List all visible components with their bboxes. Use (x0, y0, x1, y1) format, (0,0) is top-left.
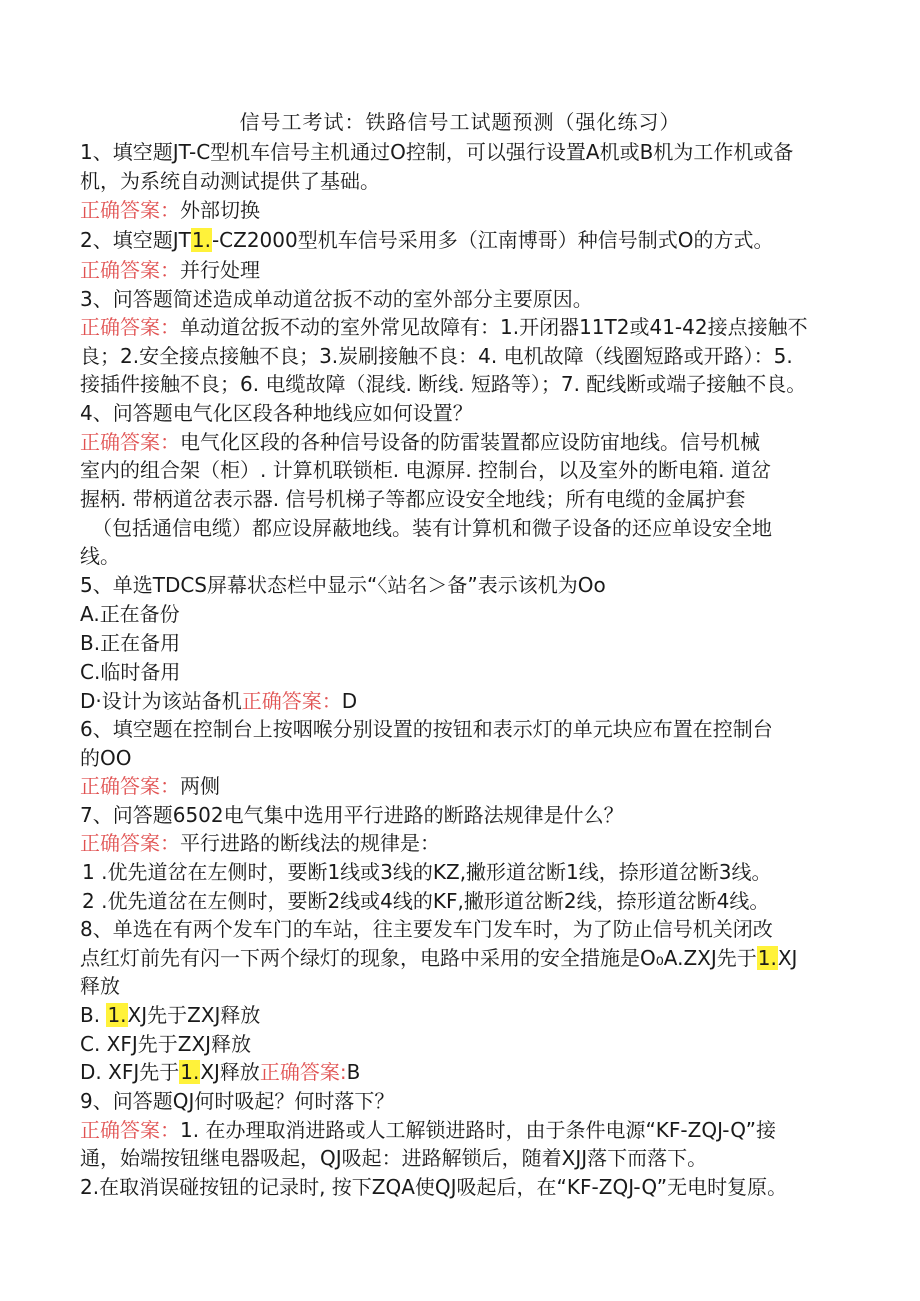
highlight-mark: 1. (180, 1060, 200, 1084)
option-text: XJ先于ZXJ释放 (127, 1003, 261, 1027)
q6-line-2: 的OO (80, 746, 132, 770)
q8-text-post: XJ (777, 946, 798, 970)
option-prefix: D. XFJ先于 (80, 1060, 180, 1084)
q7-answer-line-2: 1 .优先道岔在左侧时，要断1线或3线的KZ,撇形道岔断1线，捺形道岔断3线。 (82, 860, 772, 884)
q5-option-d (80, 687, 860, 715)
page-title: 信号工考试：铁路信号工试题预测（强化练习） (239, 110, 681, 134)
q1-line-1: 1、填空题JT-C型机车信号主机通过O控制，可以强行设置A机或B机为工作机或备 (80, 140, 794, 164)
q1-line-2: 机，为系统自动测试提供了基础。 (80, 169, 380, 193)
q7-answer (80, 829, 860, 857)
answer-text: B (346, 1060, 361, 1084)
q7-line-1: 7、问答题6502电气集中选用平行进路的断路法规律是什么？ (80, 803, 624, 827)
answer-text: D (341, 689, 358, 713)
q4-line-1: 4、问答题电气化区段各种地线应如何设置？ (80, 401, 473, 425)
highlight-mark: 1. (191, 228, 211, 252)
answer-label: 正确答案： (80, 774, 180, 798)
q3-answer (80, 313, 860, 341)
q9-answer-line-3: 2.在取消误碰按钮的记录时, 按下ZQA使QJ吸起后，在“KF-ZQJ-Q”无电时复原。 (80, 1175, 788, 1199)
q5-line-1: 5、单选TDCS屏幕状态栏中显示“〈站名＞备”表示该机为Oo (80, 573, 606, 597)
answer-label: 正确答案： (80, 831, 180, 855)
q2-answer (80, 256, 860, 284)
answer-text: 外部切换 (180, 198, 260, 222)
q4-answer-line-3: 握柄. 带柄道岔表示器. 信号机梯子等都应设安全地线；所有电缆的金属护套 (80, 487, 746, 511)
q8-option-c: C. XFJ先于ZXJ释放 (80, 1032, 252, 1056)
highlight-mark: 1. (757, 946, 777, 970)
answer-text: 平行进路的断线法的规律是： (180, 831, 440, 855)
q8-line-2 (80, 944, 860, 972)
q1-answer (80, 196, 860, 224)
q2-text-pre: 2、填空题JT (80, 228, 191, 252)
q3-line-1: 3、问答题简述造成单动道岔扳不动的室外部分主要原因。 (80, 287, 593, 311)
answer-text: 并行处理 (180, 258, 260, 282)
q5-option-a: A.正在备份 (80, 602, 180, 626)
q8-line-1: 8、单选在有两个发车门的车站，往主要发车门发车时，为了防止信号机关闭改 (80, 917, 773, 941)
highlight-mark: 1. (107, 1003, 127, 1027)
q2-text-post: -CZ2000型机车信号采用多（江南博哥）种信号制式O的方式。 (211, 228, 774, 252)
q9-answer (80, 1116, 860, 1144)
answer-label: 正确答案： (80, 1118, 180, 1142)
q2-line-1 (80, 226, 860, 254)
q3-answer-line-3: 接插件接触不良；6. 电缆故障（混线. 断线. 短路等）；7. 配线断或端子接触不良。 (80, 372, 807, 396)
q9-answer-line-2: 通，始端按钮继电器吸起，QJ吸起：进路解锁后，随着XJJ落下而落下。 (80, 1146, 708, 1170)
answer-text: 1. 在办理取消进路或人工解锁进路时，由于条件电源“KF-ZQJ-Q”接 (180, 1118, 776, 1142)
option-prefix: B. (80, 1003, 107, 1027)
q8-line-3: 释放 (80, 974, 120, 998)
q4-answer-line-2: 室内的组合架（柜）. 计算机联锁柜. 电源屏. 控制台，以及室外的断电箱. 道岔 (80, 458, 771, 482)
answer-label: 正确答案： (80, 430, 180, 454)
q5-option-b: B.正在备用 (80, 631, 181, 655)
q6-line-1: 6、填空题在控制台上按咽喉分别设置的按钮和表示灯的单元块应布置在控制台 (80, 717, 773, 741)
answer-text: 两侧 (180, 774, 220, 798)
option-text: XJ释放 (200, 1060, 260, 1084)
q5-option-c: C.临时备用 (80, 660, 181, 684)
answer-text: 单动道岔扳不动的室外常见故障有：1.开闭器11T2或41-42接点接触不 (180, 315, 808, 339)
q3-answer-line-2: 良；2.安全接点接触不良；3.炭刷接触不良：4. 电机故障（线圈短路或开路）：5. (80, 344, 793, 368)
q4-answer (80, 428, 860, 456)
answer-label: 正确答案: (259, 1060, 347, 1084)
q9-line-1: 9、问答题QJ何时吸起？何时落下？ (80, 1089, 395, 1113)
q4-answer-line-4: （包括通信电缆）都应设屏蔽地线。装有计算机和微子设备的还应单设安全地 (92, 516, 772, 540)
option-text: D·设计为该站备机 (80, 689, 242, 713)
answer-text: 电气化区段的各种信号设备的防雷装置都应设防宙地线。信号机械 (180, 430, 760, 454)
answer-label: 正确答案： (241, 689, 342, 713)
answer-label: 正确答案： (80, 258, 180, 282)
q8-option-b (80, 1001, 860, 1029)
answer-label: 正确答案： (80, 198, 180, 222)
q6-answer (80, 772, 860, 800)
q8-option-d (80, 1058, 860, 1086)
q4-answer-line-5: 线。 (80, 544, 120, 568)
q8-text-pre: 点红灯前先有闪一下两个绿灯的现象，电路中采用的安全措施是O₀A.ZXJ先于 (80, 946, 757, 970)
q7-answer-line-3: 2 .优先道岔在左侧时，要断2线或4线的KF,撇形道岔断2线，捺形道岔断4线。 (82, 889, 770, 913)
answer-label: 正确答案： (80, 315, 180, 339)
